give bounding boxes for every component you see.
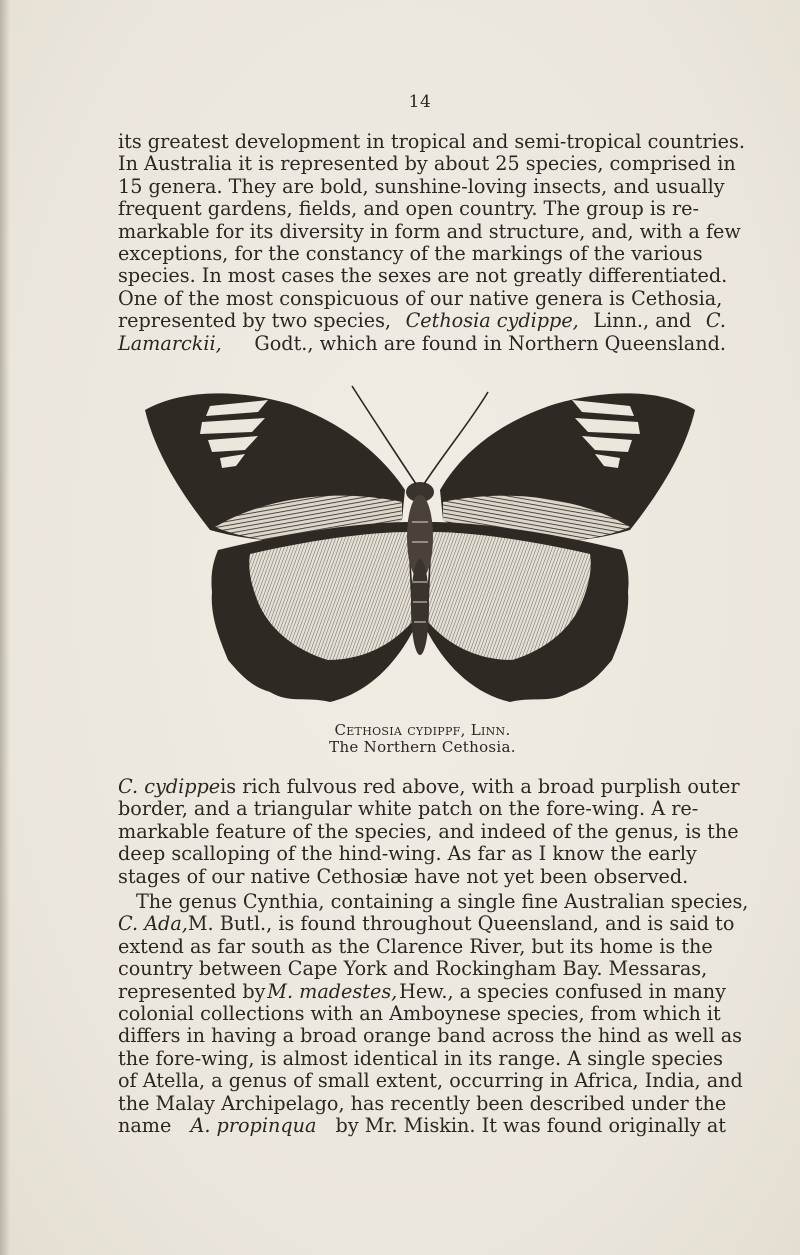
text-span: In Australia it is represented by about 25 species, comprised in [118, 152, 736, 176]
right-forewing [440, 393, 695, 541]
text-span: exceptions, for the constancy of the markings of the various [118, 242, 703, 266]
text-line [118, 775, 740, 798]
text-span: species. In most cases the sexes are not greatly differentiated. [118, 264, 728, 288]
text-line [118, 310, 726, 332]
text-line [118, 198, 726, 220]
text-line [118, 843, 726, 865]
text-span: The genus Cynthia, containing a single fine Australian species, [136, 890, 749, 913]
species-name: C. [705, 309, 726, 333]
text-span: represented by [118, 979, 266, 1003]
text-span: M. Butl., is found throughout Queensland, and is said to [187, 912, 735, 936]
text-span: extend as far south as the Clarence River, but its home is the [118, 934, 713, 958]
paragraph-2 [118, 775, 740, 888]
text-line [118, 333, 726, 355]
text-line [118, 958, 726, 980]
page-number: 14 [408, 92, 432, 112]
text-span: differs in having a broad orange band across the hind as well as [118, 1024, 742, 1048]
text-line [118, 152, 736, 176]
text-line [118, 1069, 743, 1093]
text-line [118, 1093, 726, 1115]
text-span: represented by two species, [118, 309, 392, 333]
text-span: deep scalloping of the hind-wing. As far as I know the early [118, 842, 697, 866]
text-span: border, and a triangular white patch on the fore-wing. A re- [118, 797, 699, 821]
text-line [118, 936, 726, 958]
text-line [118, 1115, 726, 1137]
text-span: Godt., which are found in Northern Queensland. [254, 331, 726, 355]
text-span: Linn., and [593, 309, 692, 333]
text-line [118, 130, 745, 153]
text-line [118, 288, 726, 310]
binding-shadow [0, 0, 10, 1255]
text-line [118, 243, 726, 265]
species-name: M. madestes, [267, 979, 398, 1003]
butterfly-illustration [140, 382, 700, 714]
text-line [118, 1048, 726, 1070]
figure-caption-subtitle: The Northern Cethosia. [329, 738, 516, 756]
text-span: One of the most conspicuous of our native genera is Cethosia, [118, 286, 723, 310]
text-span: country between Cape York and Rockingham Bay. Messaras, [118, 957, 708, 981]
text-line [118, 1024, 742, 1048]
text-line [118, 798, 726, 820]
text-line [118, 981, 726, 1003]
text-line [118, 219, 741, 243]
paragraph-1 [118, 130, 745, 355]
text-span: name [118, 1114, 172, 1138]
species-name: Lamarckii, [118, 331, 222, 355]
text-line [118, 265, 726, 287]
text-span: frequent gardens, fields, and open country. The group is re- [118, 197, 700, 221]
text-line [118, 866, 726, 888]
paragraph-3 [118, 890, 749, 1138]
left-forewing [145, 393, 405, 541]
text-span: Hew., a species confused in many [399, 979, 726, 1003]
text-span: its greatest development in tropical and semi-tropical countries. [118, 130, 745, 153]
figure-caption-title: Cethosia cydippf, Linn. [334, 721, 511, 739]
text-line [118, 1003, 726, 1025]
text-span: markable for its diversity in form and structure, and, with a few [118, 219, 741, 243]
text-span: the Malay Archipelago, has recently been described under the [118, 1091, 727, 1115]
text-span: markable feature of the species, and indeed of the genus, is the [118, 819, 739, 843]
text-span: of Atella, a genus of small extent, occurring in Africa, India, and [118, 1069, 743, 1093]
text-span: the fore-wing, is almost identical in its range. A single species [118, 1046, 723, 1070]
text-span: 15 genera. They are bold, sunshine-loving insects, and usually [118, 174, 725, 198]
species-name: C. cydippe [118, 775, 221, 798]
text-span: by Mr. Miskin. It was found originally at [335, 1114, 726, 1138]
text-span: colonial collections with an Amboynese species, from which it [118, 1002, 721, 1026]
text-line [118, 176, 726, 198]
left-hindwing [211, 522, 415, 702]
text-span: is rich fulvous red above, with a broad purplish outer [220, 775, 740, 798]
text-line [118, 912, 735, 936]
text-line [118, 819, 739, 843]
species-name: Cethosia cydippe, [405, 309, 579, 333]
species-name: A. propinqua [190, 1114, 317, 1138]
text-span: stages of our native Cethosiæ have not yet been observed. [118, 864, 689, 888]
species-name: C. Ada, [118, 912, 188, 936]
text-line [118, 890, 749, 913]
right-hindwing [425, 522, 629, 702]
